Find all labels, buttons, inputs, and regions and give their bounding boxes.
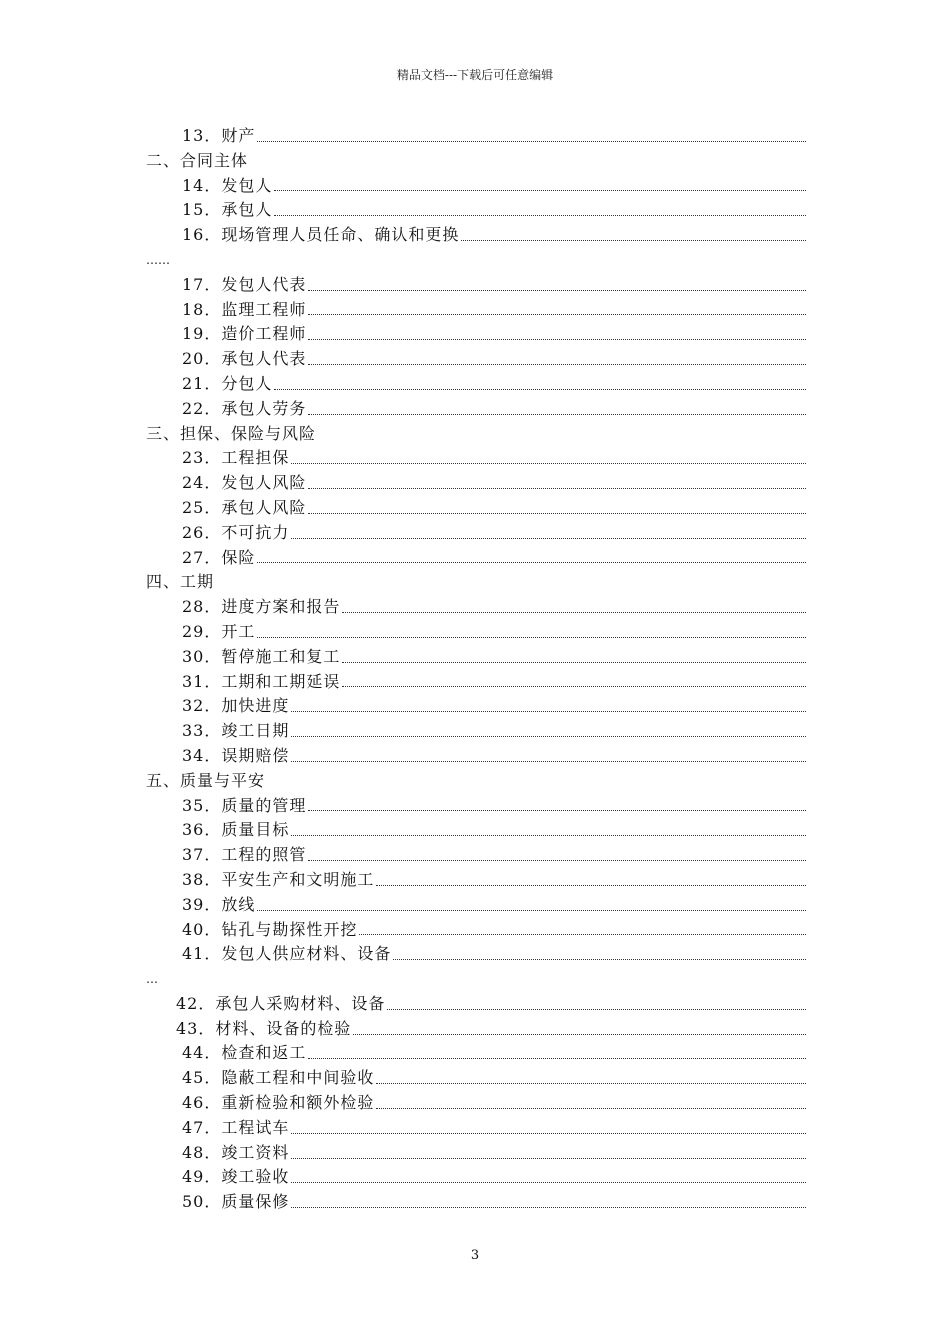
toc-dot-leader [257,637,806,638]
toc-dot-leader [308,314,806,315]
toc-dot-leader [359,934,806,935]
toc-entry [146,893,806,918]
toc-entry-label: 31．工期和工期延误 [182,671,341,691]
toc-entry [146,918,806,943]
toc-dot-leader [376,1108,806,1109]
toc-entry [146,1041,806,1066]
toc-entry [146,670,806,695]
toc-entry-label: 45．隐蔽工程和中间验收 [182,1068,375,1088]
toc-dot-leader [274,389,806,390]
toc-dot-leader [342,686,806,687]
toc-entry [146,744,806,769]
toc-entry-label: 24．发包人风险 [182,473,307,493]
toc-entry [146,446,806,471]
toc-entry [146,521,806,546]
toc-dot-leader [308,810,806,811]
toc-section-heading [146,570,806,595]
toc-dot-leader [376,1083,806,1084]
toc-entry [146,124,806,149]
toc-dot-leader [461,240,806,241]
page-header: 精品文档---下载后可任意编辑 [396,68,554,82]
toc-entry [146,694,806,719]
toc-entry-label: 15．承包人 [182,200,273,220]
toc-entry [146,1116,806,1141]
toc-dot-leader [376,885,806,886]
table-of-contents [146,124,806,1215]
toc-entry [146,471,806,496]
toc-entry [146,174,806,199]
toc-entry [146,818,806,843]
toc-entry-label: 47．工程试车 [182,1117,290,1137]
toc-entry [146,1190,806,1215]
toc-entry [146,397,806,422]
toc-dot-leader [353,1034,806,1035]
toc-dot-leader [291,1133,806,1134]
toc-dot-leader [308,414,806,415]
toc-entry-label: 48．竣工资料 [182,1142,290,1162]
toc-dot-leader [291,538,806,539]
toc-section-heading [146,149,806,174]
toc-entry [146,322,806,347]
toc-entry-label: 35．质量的管理 [182,795,307,815]
toc-entry [146,719,806,744]
toc-entry-label: 44．检查和返工 [182,1043,307,1063]
toc-entry [146,794,806,819]
toc-entry-label: 39．放线 [182,894,256,914]
toc-entry [146,1017,806,1042]
toc-dot-leader [308,513,806,514]
toc-section-heading [146,769,806,794]
toc-dot-leader [257,910,806,911]
toc-section-label: 二、合同主体 [146,150,249,170]
toc-entry [146,1165,806,1190]
toc-entry-label: 26．不可抗力 [182,522,290,542]
toc-entry [146,273,806,298]
toc-leader-continuation [146,248,806,273]
toc-section-heading [146,422,806,447]
toc-entry [146,298,806,323]
toc-entry-label: 30．暂停施工和复工 [182,646,341,666]
toc-entry [146,595,806,620]
toc-entry-label: 19．造价工程师 [182,324,307,344]
toc-dot-leader [291,761,806,762]
toc-entry [146,868,806,893]
toc-entry-label: 21．分包人 [182,373,273,393]
toc-entry-label: 22．承包人劳务 [182,398,307,418]
toc-dot-leader [387,1009,806,1010]
toc-entry-label: 34．误期赔偿 [182,745,290,765]
toc-entry-label: 28．进度方案和报告 [182,597,341,617]
toc-entry [146,347,806,372]
toc-dot-leader [291,1182,806,1183]
toc-dot-leader [308,364,806,365]
toc-entry-label: 23．工程担保 [182,448,290,468]
toc-entry [146,198,806,223]
toc-dot-leader [274,215,806,216]
toc-entry-label: 17．发包人代表 [182,274,307,294]
toc-dot-leader [257,141,806,142]
toc-entry [146,372,806,397]
toc-section-label: 四、工期 [146,572,215,592]
toc-dot-leader [308,290,806,291]
toc-entry [146,942,806,967]
toc-entry-label: 38．平安生产和文明施工 [182,869,375,889]
toc-entry-label: 41．发包人供应材料、设备 [182,944,392,964]
toc-entry-label: 25．承包人风险 [182,497,307,517]
toc-entry [146,546,806,571]
toc-entry-label: 37．工程的照管 [182,845,307,865]
toc-entry-label: 33．竣工日期 [182,721,290,741]
toc-entry-label: 27．保险 [182,547,256,567]
toc-entry-label: 32．加快进度 [182,696,290,716]
toc-entry [146,1066,806,1091]
toc-entry-label: 40．钻孔与勘探性开挖 [182,919,358,939]
toc-entry [146,620,806,645]
page-number: 3 [470,1248,480,1263]
toc-entry-label: 50．质量保修 [182,1192,290,1212]
toc-entry-label: 29．开工 [182,621,256,641]
toc-dot-leader [308,860,806,861]
toc-dot-leader [274,190,806,191]
toc-dot-leader [342,662,806,663]
toc-dot-leader [291,463,806,464]
toc-entry-label: 13．财产 [182,126,256,145]
toc-entry-label: 36．质量目标 [182,820,290,840]
toc-leader-continuation [146,967,806,992]
toc-entry-label: 20．承包人代表 [182,349,307,369]
toc-entry [146,645,806,670]
toc-dot-leader [257,562,806,563]
toc-section-label: 三、担保、保险与风险 [146,423,317,443]
toc-dot-leader [308,1058,806,1059]
toc-entry-label: 43．材料、设备的检验 [176,1018,352,1038]
toc-leader-dots: …… [146,252,170,267]
toc-entry [146,223,806,248]
toc-dot-leader [291,711,806,712]
toc-dot-leader [291,835,806,836]
toc-leader-dots: … [146,972,158,987]
toc-dot-leader [291,1158,806,1159]
toc-section-label: 五、质量与平安 [146,770,266,790]
toc-dot-leader [308,488,806,489]
toc-dot-leader [291,736,806,737]
toc-entry [146,1141,806,1166]
toc-entry [146,496,806,521]
toc-dot-leader [342,612,806,613]
toc-entry-label: 18．监理工程师 [182,299,307,319]
toc-entry [146,992,806,1017]
toc-entry [146,1091,806,1116]
toc-dot-leader [308,339,806,340]
toc-entry-label: 16．现场管理人员任命、确认和更换 [182,225,460,245]
toc-entry-label: 49．竣工验收 [182,1167,290,1187]
toc-entry-label: 14．发包人 [182,175,273,195]
toc-entry [146,843,806,868]
toc-entry-label: 46．重新检验和额外检验 [182,1093,375,1113]
toc-dot-leader [291,1207,806,1208]
toc-entry-label: 42．承包人采购材料、设备 [176,993,386,1013]
toc-dot-leader [393,959,806,960]
